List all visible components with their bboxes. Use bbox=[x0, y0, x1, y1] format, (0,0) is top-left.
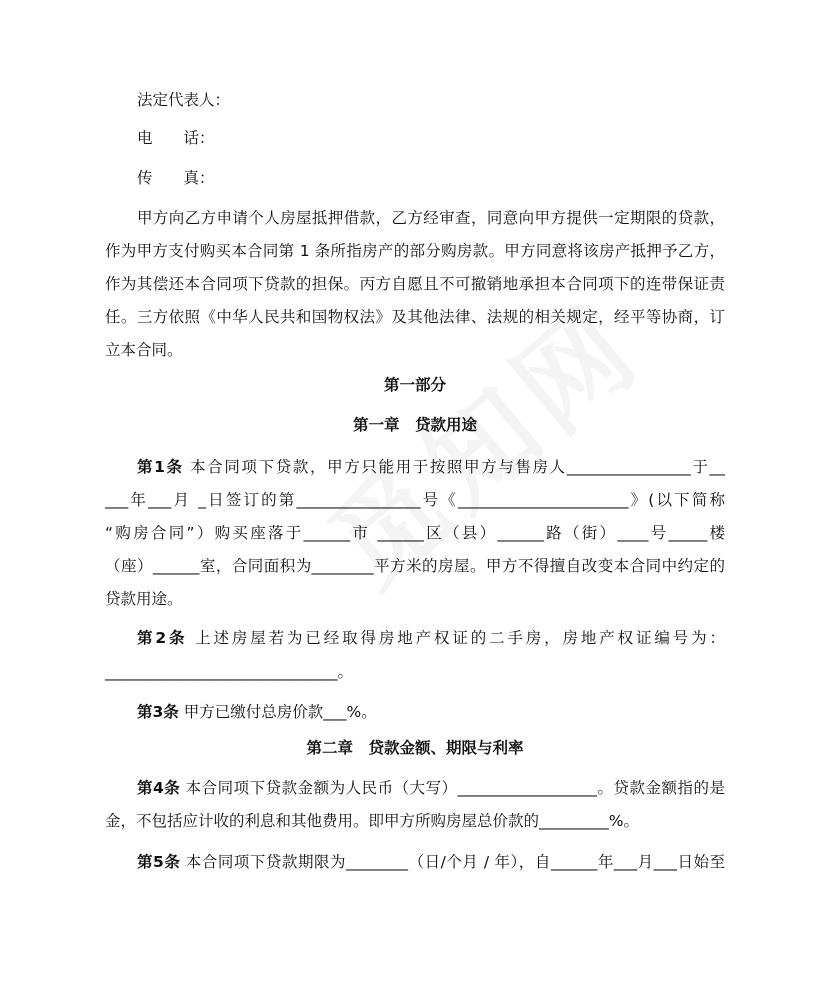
article-4-text: 本合同项下贷款金额为人民币（大写）__________________。贷款金额指的是 bbox=[185, 779, 725, 797]
chapter-1-title: 第一章 贷款用途 bbox=[352, 416, 477, 434]
article-2-line bbox=[137, 627, 725, 649]
article-2-label: 第2条 bbox=[137, 629, 188, 647]
article-1-line: “购房合同”）购买座落于______市 ______区（县）______路（街）____号_____楼 bbox=[105, 524, 725, 542]
legal-representative-field: 法定代表人： bbox=[137, 91, 231, 109]
fax-field: 传 真： bbox=[137, 169, 215, 187]
article-1-label: 第1条 bbox=[137, 458, 184, 476]
article-1-line: 贷款用途。 bbox=[105, 590, 183, 608]
preamble-line: 任。三方依照《中华人民共和国物权法》及其他法律、法规的相关规定，经平等协商，订 bbox=[105, 308, 725, 326]
article-5 bbox=[137, 851, 725, 873]
preamble-line: 甲方向乙方申请个人房屋抵押借款，乙方经审查，同意向甲方提供一定期限的贷款， bbox=[137, 209, 725, 227]
chapter-2-title: 第二章 贷款金额、期限与利率 bbox=[306, 739, 524, 757]
preamble-line: 作为甲方支付购买本合同第 1 条所指房产的部分购房款。甲方同意将该房产抵押予乙方， bbox=[105, 242, 725, 260]
article-4-line bbox=[137, 777, 725, 799]
article-3-label: 第3条 bbox=[137, 703, 179, 721]
article-1-line: （座）______室，合同面积为________平方米的房屋。甲方不得擅自改变本合同中约定的 bbox=[105, 557, 725, 575]
article-3-text: 甲方已缴付总房价款___%。 bbox=[178, 703, 377, 721]
preamble-line: 作为其偿还本合同项下贷款的担保。丙方自愿且不可撤销地承担本合同项下的连带保证责 bbox=[105, 275, 725, 293]
article-3 bbox=[137, 701, 725, 723]
phone-field: 电 话： bbox=[137, 129, 215, 147]
preamble-line: 立本合同。 bbox=[105, 341, 183, 359]
article-4-line: 金，不包括应计收的利息和其他费用。即甲方所购房屋总价款的_________%。 bbox=[105, 812, 639, 830]
article-5-label: 第5条 bbox=[137, 853, 181, 871]
article-1-line bbox=[137, 456, 725, 478]
article-1-text: 本合同项下贷款，甲方只能用于按照甲方与售房人________________于__ bbox=[183, 458, 725, 476]
article-1-line: ___年___月 _日签订的第________________号《______________________》(以下简称 bbox=[105, 491, 725, 509]
article-2-line: ______________________________。 bbox=[105, 663, 354, 681]
article-4-label: 第4条 bbox=[137, 779, 181, 797]
article-5-text: 本合同项下贷款期限为________（日/个月 / 年），自______年___月___日始至 bbox=[180, 853, 725, 871]
article-2-text: 上述房屋若为已经取得房地产权证的二手房，房地产权证编号为： bbox=[187, 629, 725, 647]
part-title: 第一部分 bbox=[383, 376, 446, 394]
